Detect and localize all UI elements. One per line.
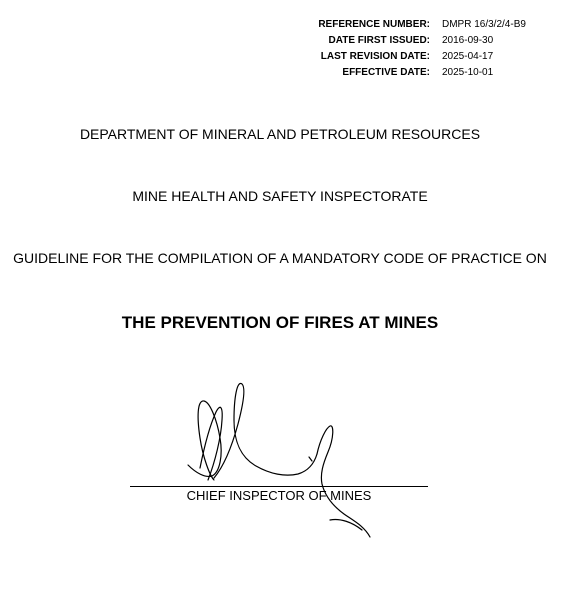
last-revision-date-row [300, 49, 560, 65]
department-heading: DEPARTMENT OF MINERAL AND PETROLEUM RESOURCES [79, 126, 481, 142]
reference-number-label: REFERENCE NUMBER: [318, 19, 430, 30]
effective-date-value: 2025-10-01 [442, 67, 494, 78]
guideline-heading: GUIDELINE FOR THE COMPILATION OF A MANDATORY CODE OF PRACTICE ON [13, 250, 547, 266]
signature-line [130, 486, 428, 487]
signature-caption: CHIEF INSPECTOR OF MINES [186, 488, 372, 503]
inspectorate-heading: MINE HEALTH AND SAFETY INSPECTORATE [132, 188, 428, 204]
reference-number-row [300, 17, 560, 33]
effective-date-row [300, 65, 560, 81]
last-revision-date-label: LAST REVISION DATE: [320, 51, 430, 62]
date-first-issued-row [300, 33, 560, 49]
last-revision-date-value: 2025-04-17 [442, 51, 494, 62]
reference-block [300, 17, 560, 81]
date-first-issued-label: DATE FIRST ISSUED: [328, 35, 430, 46]
date-first-issued-value: 2016-09-30 [442, 35, 494, 46]
document-title: THE PREVENTION OF FIRES AT MINES [121, 313, 439, 332]
reference-number-value: DMPR 16/3/2/4-B9 [442, 19, 526, 30]
effective-date-label: EFFECTIVE DATE: [342, 67, 430, 78]
